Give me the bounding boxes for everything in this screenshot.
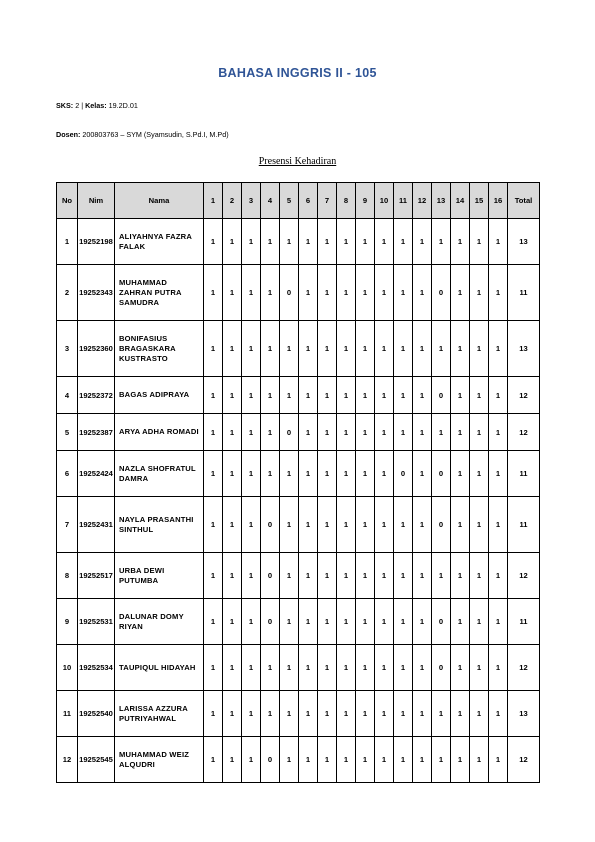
attendance-total: 12	[508, 737, 540, 783]
attendance-cell-2: 1	[223, 219, 242, 265]
header-meeting-12: 12	[413, 183, 432, 219]
attendance-cell-5: 1	[280, 219, 299, 265]
attendance-cell-12: 1	[413, 219, 432, 265]
attendance-cell-7: 1	[318, 321, 337, 377]
attendance-cell-7: 1	[318, 645, 337, 691]
attendance-cell-1: 1	[204, 414, 223, 451]
attendance-cell-15: 1	[470, 645, 489, 691]
student-nim: 19252387	[78, 414, 115, 451]
attendance-cell-14: 1	[451, 377, 470, 414]
attendance-total: 11	[508, 265, 540, 321]
header-meeting-9: 9	[356, 183, 375, 219]
attendance-cell-12: 1	[413, 553, 432, 599]
student-name: NAYLA PRASANTHI SINTHUL	[115, 497, 204, 553]
attendance-cell-2: 1	[223, 645, 242, 691]
attendance-cell-3: 1	[242, 553, 261, 599]
attendance-cell-11: 1	[394, 377, 413, 414]
header-meeting-1: 1	[204, 183, 223, 219]
attendance-cell-13: 1	[432, 691, 451, 737]
attendance-cell-11: 1	[394, 691, 413, 737]
attendance-cell-5: 1	[280, 553, 299, 599]
attendance-cell-16: 1	[489, 451, 508, 497]
student-nim: 19252431	[78, 497, 115, 553]
attendance-cell-16: 1	[489, 737, 508, 783]
attendance-cell-8: 1	[337, 451, 356, 497]
course-info	[56, 101, 138, 110]
header-no: No	[57, 183, 78, 219]
student-nim: 19252534	[78, 645, 115, 691]
attendance-cell-8: 1	[337, 645, 356, 691]
attendance-cell-4: 0	[261, 599, 280, 645]
attendance-cell-4: 1	[261, 265, 280, 321]
attendance-cell-16: 1	[489, 497, 508, 553]
student-name: MUHAMMAD ZAHRAN PUTRA SAMUDRA	[115, 265, 204, 321]
attendance-cell-2: 1	[223, 599, 242, 645]
attendance-cell-2: 1	[223, 497, 242, 553]
attendance-cell-3: 1	[242, 599, 261, 645]
header-meeting-5: 5	[280, 183, 299, 219]
attendance-cell-11: 1	[394, 737, 413, 783]
attendance-cell-3: 1	[242, 377, 261, 414]
attendance-cell-15: 1	[470, 553, 489, 599]
attendance-cell-5: 1	[280, 377, 299, 414]
header-meeting-6: 6	[299, 183, 318, 219]
student-name: URBA DEWI PUTUMBA	[115, 553, 204, 599]
attendance-cell-5: 1	[280, 737, 299, 783]
attendance-cell-13: 1	[432, 219, 451, 265]
attendance-cell-9: 1	[356, 553, 375, 599]
attendance-total: 11	[508, 451, 540, 497]
attendance-cell-16: 1	[489, 691, 508, 737]
attendance-cell-3: 1	[242, 265, 261, 321]
attendance-cell-10: 1	[375, 599, 394, 645]
attendance-cell-11: 0	[394, 451, 413, 497]
table-row	[57, 497, 540, 553]
attendance-total: 12	[508, 414, 540, 451]
attendance-cell-3: 1	[242, 451, 261, 497]
header-nama: Nama	[115, 183, 204, 219]
row-number: 1	[57, 219, 78, 265]
attendance-cell-3: 1	[242, 691, 261, 737]
attendance-cell-6: 1	[299, 265, 318, 321]
attendance-cell-2: 1	[223, 737, 242, 783]
table-row	[57, 553, 540, 599]
attendance-cell-9: 1	[356, 451, 375, 497]
attendance-cell-4: 1	[261, 691, 280, 737]
attendance-cell-10: 1	[375, 691, 394, 737]
sks-value: 2	[75, 101, 80, 110]
attendance-cell-16: 1	[489, 553, 508, 599]
attendance-cell-15: 1	[470, 321, 489, 377]
attendance-cell-4: 1	[261, 219, 280, 265]
row-number: 8	[57, 553, 78, 599]
attendance-total: 12	[508, 645, 540, 691]
attendance-total: 13	[508, 691, 540, 737]
attendance-cell-10: 1	[375, 497, 394, 553]
student-name: BAGAS ADIPRAYA	[115, 377, 204, 414]
dosen-label: Dosen:	[56, 130, 81, 139]
attendance-cell-12: 1	[413, 451, 432, 497]
attendance-total: 13	[508, 219, 540, 265]
attendance-cell-11: 1	[394, 265, 413, 321]
attendance-cell-10: 1	[375, 414, 394, 451]
attendance-cell-7: 1	[318, 451, 337, 497]
attendance-cell-7: 1	[318, 553, 337, 599]
attendance-cell-8: 1	[337, 321, 356, 377]
student-nim: 19252540	[78, 691, 115, 737]
attendance-cell-2: 1	[223, 451, 242, 497]
attendance-total: 11	[508, 497, 540, 553]
attendance-cell-4: 1	[261, 414, 280, 451]
attendance-cell-9: 1	[356, 321, 375, 377]
attendance-cell-2: 1	[223, 691, 242, 737]
student-nim: 19252360	[78, 321, 115, 377]
attendance-cell-13: 1	[432, 553, 451, 599]
header-meeting-15: 15	[470, 183, 489, 219]
attendance-cell-5: 1	[280, 321, 299, 377]
attendance-cell-14: 1	[451, 645, 470, 691]
attendance-cell-11: 1	[394, 497, 413, 553]
row-number: 11	[57, 691, 78, 737]
student-nim: 19252424	[78, 451, 115, 497]
attendance-cell-14: 1	[451, 497, 470, 553]
attendance-cell-1: 1	[204, 265, 223, 321]
header-meeting-8: 8	[337, 183, 356, 219]
header-meeting-16: 16	[489, 183, 508, 219]
attendance-cell-16: 1	[489, 265, 508, 321]
attendance-cell-2: 1	[223, 414, 242, 451]
attendance-cell-13: 0	[432, 497, 451, 553]
row-number: 10	[57, 645, 78, 691]
attendance-cell-5: 1	[280, 451, 299, 497]
attendance-cell-14: 1	[451, 737, 470, 783]
attendance-cell-3: 1	[242, 321, 261, 377]
attendance-cell-3: 1	[242, 497, 261, 553]
row-number: 2	[57, 265, 78, 321]
table-row	[57, 737, 540, 783]
attendance-cell-7: 1	[318, 219, 337, 265]
attendance-cell-1: 1	[204, 377, 223, 414]
attendance-cell-15: 1	[470, 737, 489, 783]
attendance-cell-7: 1	[318, 737, 337, 783]
attendance-cell-14: 1	[451, 451, 470, 497]
attendance-cell-5: 1	[280, 497, 299, 553]
attendance-cell-14: 1	[451, 414, 470, 451]
attendance-cell-3: 1	[242, 414, 261, 451]
attendance-cell-7: 1	[318, 599, 337, 645]
section-subtitle: Presensi Kehadiran	[258, 156, 337, 167]
row-number: 9	[57, 599, 78, 645]
attendance-cell-7: 1	[318, 497, 337, 553]
attendance-cell-10: 1	[375, 451, 394, 497]
attendance-cell-13: 0	[432, 377, 451, 414]
attendance-cell-1: 1	[204, 451, 223, 497]
attendance-cell-10: 1	[375, 645, 394, 691]
attendance-cell-8: 1	[337, 377, 356, 414]
sks-label: SKS:	[56, 101, 74, 110]
table-row	[57, 599, 540, 645]
attendance-cell-5: 1	[280, 599, 299, 645]
attendance-cell-16: 1	[489, 219, 508, 265]
attendance-cell-6: 1	[299, 377, 318, 414]
attendance-cell-1: 1	[204, 497, 223, 553]
attendance-cell-11: 1	[394, 219, 413, 265]
attendance-cell-9: 1	[356, 645, 375, 691]
attendance-cell-16: 1	[489, 599, 508, 645]
attendance-cell-15: 1	[470, 691, 489, 737]
attendance-cell-10: 1	[375, 737, 394, 783]
attendance-cell-10: 1	[375, 321, 394, 377]
attendance-cell-16: 1	[489, 645, 508, 691]
header-meeting-13: 13	[432, 183, 451, 219]
attendance-cell-14: 1	[451, 599, 470, 645]
attendance-cell-9: 1	[356, 265, 375, 321]
attendance-cell-14: 1	[451, 553, 470, 599]
header-total: Total	[508, 183, 540, 219]
attendance-cell-13: 0	[432, 645, 451, 691]
attendance-cell-5: 0	[280, 414, 299, 451]
attendance-total: 12	[508, 377, 540, 414]
attendance-cell-8: 1	[337, 737, 356, 783]
attendance-cell-8: 1	[337, 219, 356, 265]
attendance-cell-2: 1	[223, 553, 242, 599]
attendance-cell-10: 1	[375, 377, 394, 414]
attendance-cell-4: 0	[261, 553, 280, 599]
attendance-cell-14: 1	[451, 265, 470, 321]
attendance-cell-12: 1	[413, 599, 432, 645]
student-nim: 19252531	[78, 599, 115, 645]
lecturer-info	[56, 130, 229, 139]
attendance-cell-12: 1	[413, 414, 432, 451]
attendance-cell-5: 1	[280, 691, 299, 737]
student-name: DALUNAR DOMY RIYAN	[115, 599, 204, 645]
header-meeting-11: 11	[394, 183, 413, 219]
attendance-cell-11: 1	[394, 645, 413, 691]
attendance-cell-13: 1	[432, 414, 451, 451]
table-body	[57, 219, 540, 783]
attendance-cell-11: 1	[394, 321, 413, 377]
attendance-cell-1: 1	[204, 645, 223, 691]
student-nim: 19252372	[78, 377, 115, 414]
attendance-cell-4: 1	[261, 645, 280, 691]
attendance-cell-6: 1	[299, 219, 318, 265]
attendance-cell-15: 1	[470, 414, 489, 451]
student-name: ALIYAHNYA FAZRA FALAK	[115, 219, 204, 265]
table-header-row	[57, 183, 540, 219]
attendance-cell-9: 1	[356, 691, 375, 737]
attendance-cell-7: 1	[318, 265, 337, 321]
attendance-cell-12: 1	[413, 377, 432, 414]
attendance-cell-1: 1	[204, 553, 223, 599]
attendance-cell-14: 1	[451, 219, 470, 265]
attendance-cell-6: 1	[299, 451, 318, 497]
table-row	[57, 414, 540, 451]
attendance-cell-15: 1	[470, 497, 489, 553]
kelas-label: Kelas:	[85, 101, 107, 110]
attendance-table	[56, 182, 540, 783]
attendance-cell-9: 1	[356, 219, 375, 265]
student-name: TAUPIQUL HIDAYAH	[115, 645, 204, 691]
attendance-cell-11: 1	[394, 414, 413, 451]
row-number: 6	[57, 451, 78, 497]
student-nim: 19252198	[78, 219, 115, 265]
attendance-total: 11	[508, 599, 540, 645]
attendance-cell-12: 1	[413, 321, 432, 377]
attendance-cell-8: 1	[337, 553, 356, 599]
attendance-cell-15: 1	[470, 451, 489, 497]
separator: |	[81, 101, 84, 110]
student-name: NAZLA SHOFRATUL DAMRA	[115, 451, 204, 497]
kelas-value: 19.2D.01	[108, 101, 138, 110]
attendance-cell-4: 1	[261, 451, 280, 497]
attendance-cell-6: 1	[299, 553, 318, 599]
attendance-cell-12: 1	[413, 497, 432, 553]
student-name: LARISSA AZZURA PUTRIYAHWAL	[115, 691, 204, 737]
header-meeting-2: 2	[223, 183, 242, 219]
attendance-total: 13	[508, 321, 540, 377]
table-row	[57, 377, 540, 414]
row-number: 3	[57, 321, 78, 377]
attendance-cell-4: 1	[261, 377, 280, 414]
attendance-cell-11: 1	[394, 553, 413, 599]
attendance-cell-8: 1	[337, 414, 356, 451]
student-nim: 19252517	[78, 553, 115, 599]
attendance-cell-13: 0	[432, 599, 451, 645]
attendance-cell-5: 1	[280, 645, 299, 691]
attendance-cell-1: 1	[204, 737, 223, 783]
attendance-cell-2: 1	[223, 321, 242, 377]
attendance-cell-6: 1	[299, 645, 318, 691]
attendance-cell-6: 1	[299, 599, 318, 645]
attendance-cell-7: 1	[318, 414, 337, 451]
attendance-cell-16: 1	[489, 321, 508, 377]
attendance-cell-15: 1	[470, 377, 489, 414]
attendance-cell-15: 1	[470, 599, 489, 645]
attendance-cell-13: 0	[432, 451, 451, 497]
attendance-cell-6: 1	[299, 321, 318, 377]
attendance-cell-7: 1	[318, 377, 337, 414]
row-number: 4	[57, 377, 78, 414]
attendance-cell-8: 1	[337, 497, 356, 553]
header-meeting-10: 10	[375, 183, 394, 219]
attendance-cell-10: 1	[375, 219, 394, 265]
attendance-cell-1: 1	[204, 691, 223, 737]
row-number: 5	[57, 414, 78, 451]
attendance-cell-6: 1	[299, 497, 318, 553]
attendance-cell-10: 1	[375, 265, 394, 321]
table-row	[57, 219, 540, 265]
student-name: ARYA ADHA ROMADI	[115, 414, 204, 451]
header-nim: Nim	[78, 183, 115, 219]
attendance-cell-11: 1	[394, 599, 413, 645]
attendance-cell-9: 1	[356, 737, 375, 783]
attendance-cell-4: 0	[261, 737, 280, 783]
attendance-cell-6: 1	[299, 737, 318, 783]
attendance-total: 12	[508, 553, 540, 599]
table-row	[57, 451, 540, 497]
attendance-cell-10: 1	[375, 553, 394, 599]
student-name: BONIFASIUS BRAGASKARA KUSTRASTO	[115, 321, 204, 377]
attendance-cell-3: 1	[242, 645, 261, 691]
row-number: 12	[57, 737, 78, 783]
attendance-cell-1: 1	[204, 599, 223, 645]
attendance-cell-12: 1	[413, 737, 432, 783]
student-nim: 19252545	[78, 737, 115, 783]
attendance-cell-9: 1	[356, 599, 375, 645]
attendance-cell-8: 1	[337, 691, 356, 737]
attendance-cell-8: 1	[337, 599, 356, 645]
attendance-cell-13: 0	[432, 265, 451, 321]
header-meeting-14: 14	[451, 183, 470, 219]
attendance-cell-1: 1	[204, 321, 223, 377]
attendance-cell-2: 1	[223, 377, 242, 414]
attendance-cell-2: 1	[223, 265, 242, 321]
attendance-cell-15: 1	[470, 219, 489, 265]
attendance-cell-14: 1	[451, 321, 470, 377]
attendance-cell-12: 1	[413, 645, 432, 691]
student-nim: 19252343	[78, 265, 115, 321]
attendance-cell-4: 1	[261, 321, 280, 377]
table-row	[57, 321, 540, 377]
attendance-cell-1: 1	[204, 219, 223, 265]
attendance-cell-4: 0	[261, 497, 280, 553]
attendance-cell-16: 1	[489, 414, 508, 451]
attendance-cell-3: 1	[242, 219, 261, 265]
header-meeting-7: 7	[318, 183, 337, 219]
attendance-cell-13: 1	[432, 737, 451, 783]
attendance-cell-15: 1	[470, 265, 489, 321]
dosen-value: 200803763 – SYM (Syamsudin, S.Pd.I, M.Pd)	[82, 130, 229, 139]
attendance-cell-9: 1	[356, 414, 375, 451]
attendance-cell-13: 1	[432, 321, 451, 377]
attendance-cell-7: 1	[318, 691, 337, 737]
row-number: 7	[57, 497, 78, 553]
attendance-cell-6: 1	[299, 691, 318, 737]
header-meeting-3: 3	[242, 183, 261, 219]
attendance-cell-5: 0	[280, 265, 299, 321]
table-row	[57, 691, 540, 737]
table-row	[57, 645, 540, 691]
attendance-cell-14: 1	[451, 691, 470, 737]
attendance-cell-3: 1	[242, 737, 261, 783]
table-row	[57, 265, 540, 321]
attendance-cell-6: 1	[299, 414, 318, 451]
attendance-cell-12: 1	[413, 265, 432, 321]
attendance-cell-12: 1	[413, 691, 432, 737]
document-title: BAHASA INGGRIS II - 105	[218, 66, 377, 80]
student-name: MUHAMMAD WEIZ ALQUDRI	[115, 737, 204, 783]
header-meeting-4: 4	[261, 183, 280, 219]
attendance-cell-8: 1	[337, 265, 356, 321]
attendance-cell-16: 1	[489, 377, 508, 414]
attendance-cell-9: 1	[356, 377, 375, 414]
attendance-cell-9: 1	[356, 497, 375, 553]
